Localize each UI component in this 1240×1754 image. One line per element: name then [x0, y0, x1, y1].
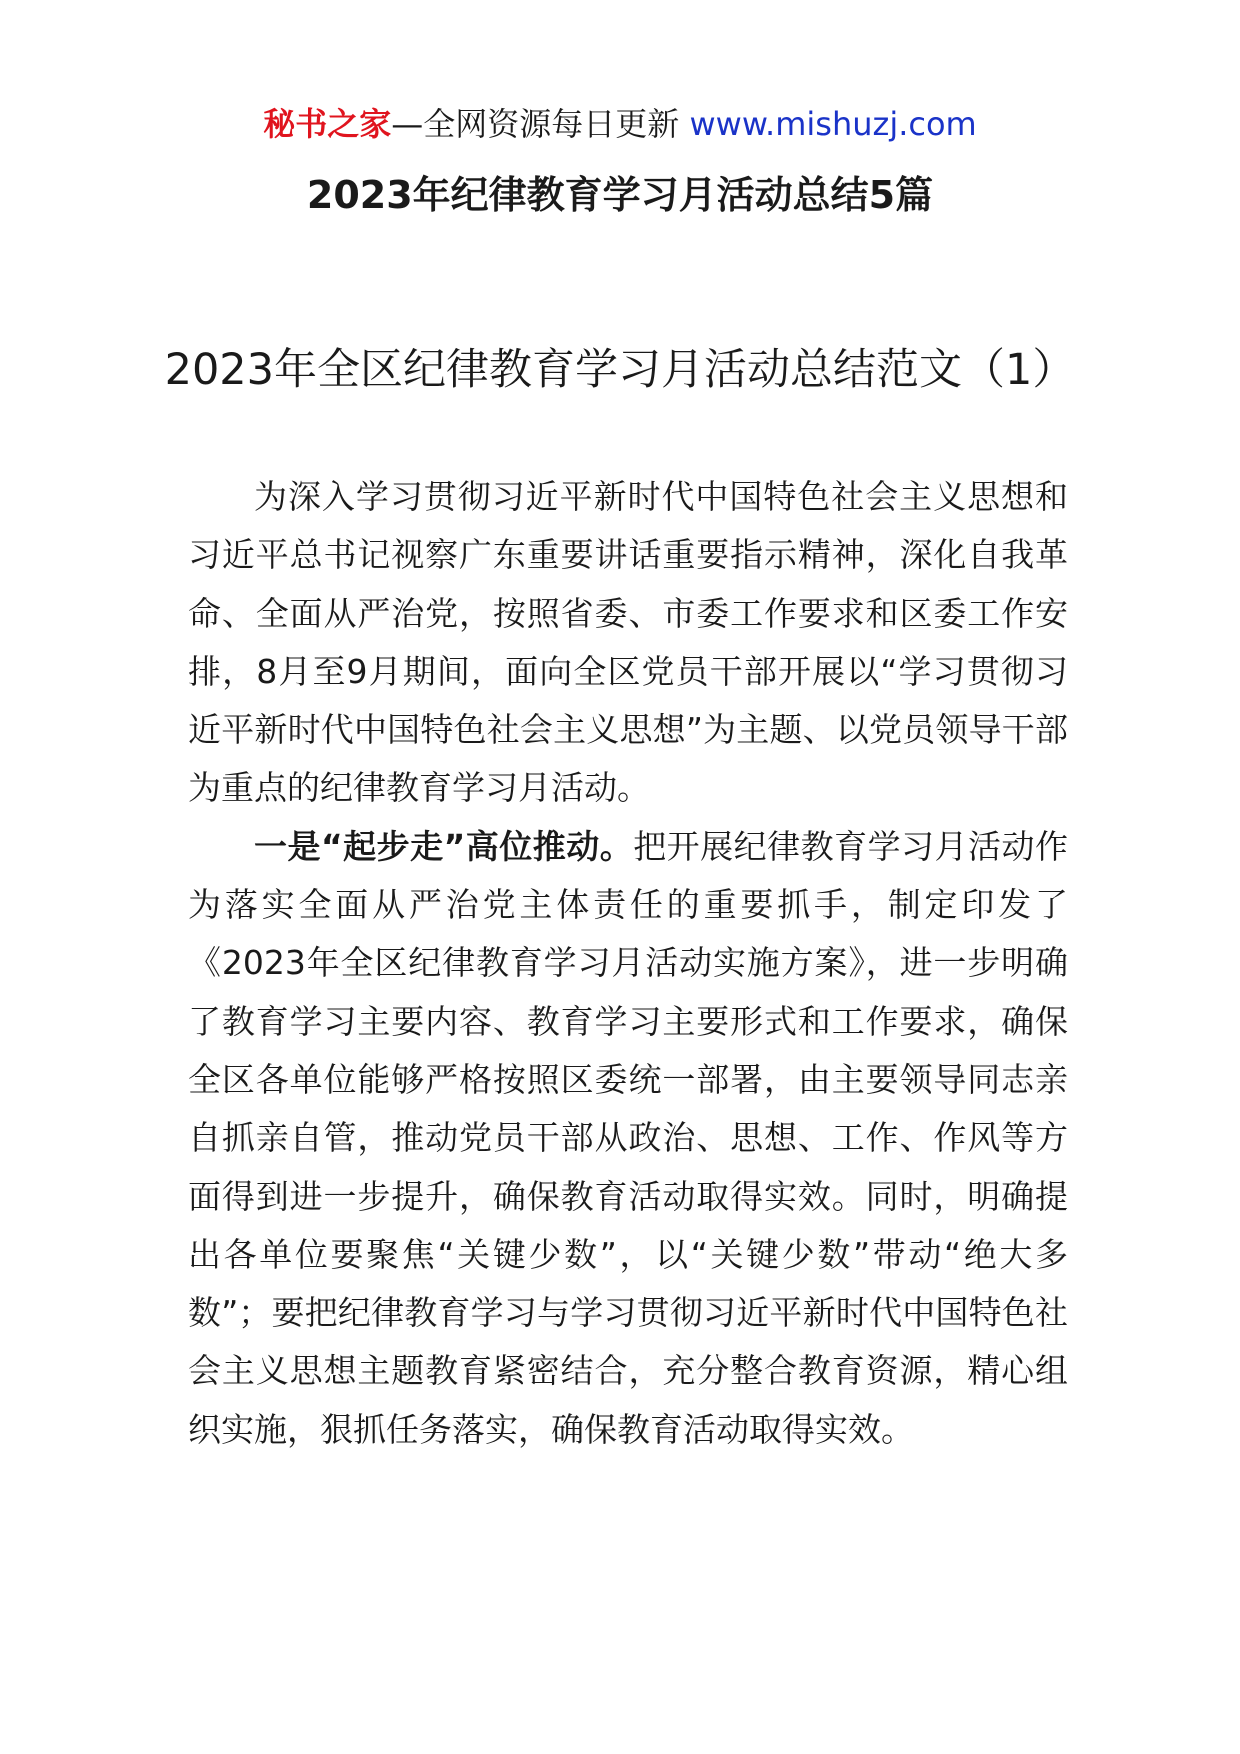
- site-url-link[interactable]: www.mishuzj.com: [689, 105, 977, 143]
- site-header: [0, 100, 1240, 148]
- article-body: [188, 468, 1068, 1459]
- paragraph-lead: 一是“起步走”高位推动。: [254, 826, 634, 866]
- paragraph-intro: 为深入学习贯彻习近平新时代中国特色社会主义思想和习近平总书记视察广东重要讲话重要指示精神，深化自我革命、全面从严治党，按照省委、市委工作要求和区委工作安排，8月至9月期间，面向全区党员干部开展以“学习贯彻习近平新时代中国特色社会主义思想”为主题、以党员领导干部为重点的纪律教育学习月活动。: [188, 477, 1068, 808]
- article-title: 2023年全区纪律教育学习月活动总结范文（1）: [164, 345, 1076, 395]
- site-slogan: —全网资源每日更新: [391, 105, 690, 143]
- paragraph-step-one: [188, 818, 1068, 1459]
- site-name: 秘书之家: [263, 105, 392, 143]
- collection-title: 2023年纪律教育学习月活动总结5篇: [306, 173, 934, 217]
- paragraph-body: 把开展纪律教育学习月活动作为落实全面从严治党主体责任的重要抓手，制定印发了《2023年全区纪律教育学习月活动实施方案》，进一步明确了教育学习主要内容、教育学习主要形式和工作要求，确保全区各单位能够严格按照区委统一部署，由主要领导同志亲自抓亲自管，推动党员干部从政治、思想、工作、作风等方面得到进一步提升，确保教育活动取得实效。同时，明确提出各单位要聚焦“关键少数”，以“关键少数”带动“绝大多数”；要把纪律教育学习与学习贯彻习近平新时代中国特色社会主义思想主题教育紧密结合，充分整合教育资源，精心组织实施，狠抓任务落实，确保教育活动取得实效。: [188, 826, 1068, 1449]
